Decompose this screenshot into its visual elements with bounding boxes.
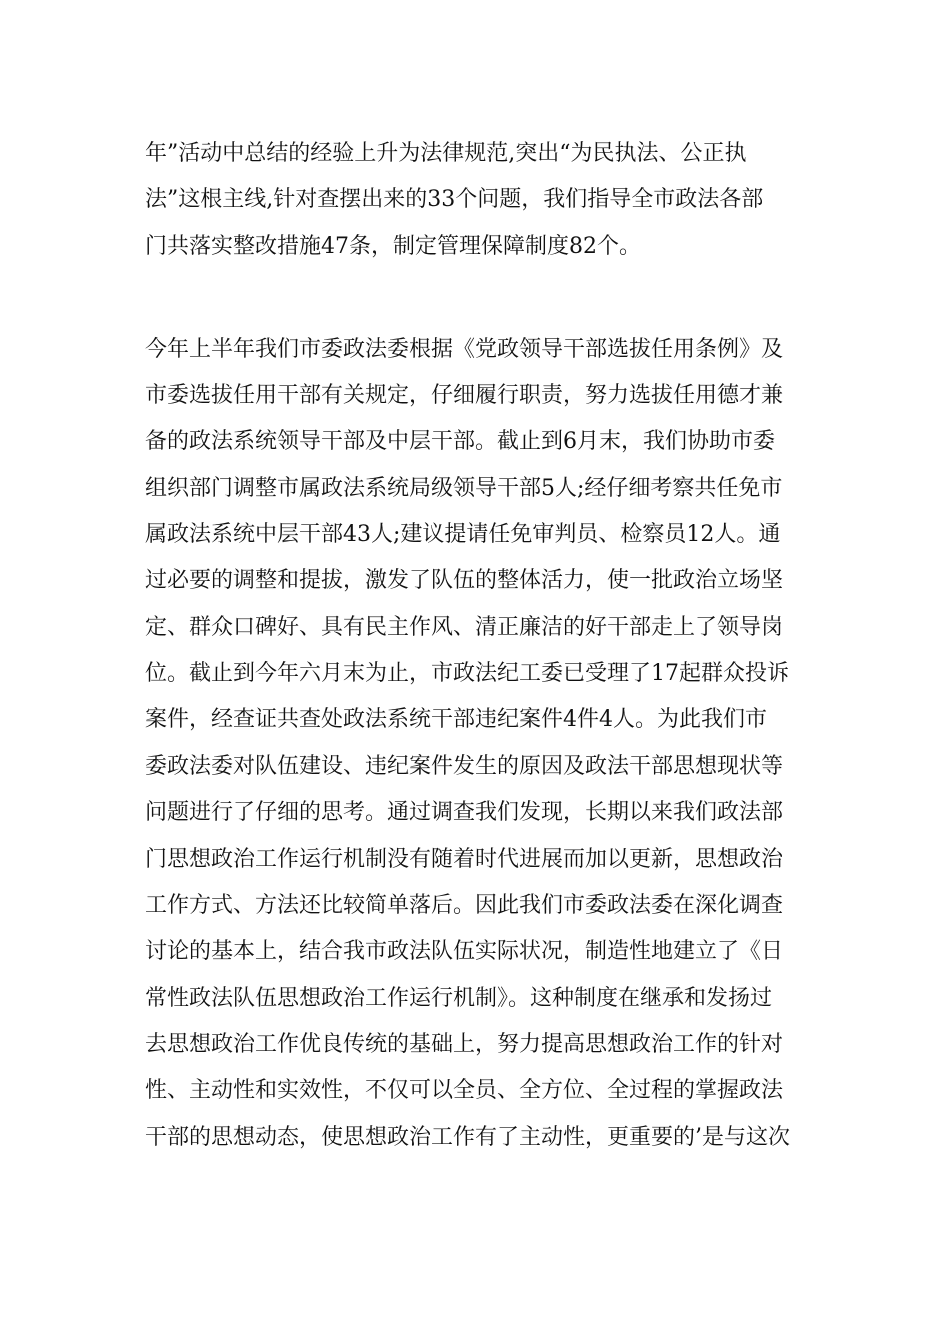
paragraph-2-line-17: 性、主动性和实效性，不仅可以全员、全方位、全过程的掌握政法 <box>145 1078 784 1103</box>
paragraph-2-line-14: 讨论的基本上，结合我市政法队伍实际状况，制造性地建立了《日 <box>145 939 784 964</box>
paragraph-2-line-11: 问题进行了仔细的思考。通过调查我们发现，长期以来我们政法部 <box>145 800 784 825</box>
paragraph-2-line-2: 市委选拔任用干部有关规定，仔细履行职责，努力选拔任用德才兼 <box>145 383 784 408</box>
paragraph-2-line-6: 过必要的调整和提拔，激发了队伍的整体活力，使一批政治立场坚 <box>145 568 784 593</box>
paragraph-2-line-15: 常性政法队伍思想政治工作运行机制》。这种制度在继承和发扬过 <box>145 986 773 1011</box>
paragraph-2-line-8: 位。截止到今年六月末为止，市政法纪工委已受理了17起群众投诉 <box>145 661 789 686</box>
paragraph-1-line-1: 年”活动中总结的经验上升为法律规范,突出“为民执法、公正执 <box>145 141 747 166</box>
paragraph-2-line-18: 干部的思想动态，使思想政治工作有了主动性，更重要的’是与这次 <box>145 1125 790 1150</box>
paragraph-2-line-9: 案件，经查证共查处政法系统干部违纪案件4件4人。为此我们市 <box>145 707 767 732</box>
paragraph-1-line-3: 门共落实整改措施47条，制定管理保障制度82个。 <box>145 234 641 259</box>
paragraph-2-line-13: 工作方式、方法还比较简单落后。因此我们市委政法委在深化调查 <box>145 893 784 918</box>
paragraph-2-line-5: 属政法系统中层干部43人;建议提请任免审判员、检察员12人。通 <box>145 522 781 547</box>
paragraph-2-line-16: 去思想政治工作优良传统的基础上，努力提高思想政治工作的针对 <box>145 1032 784 1057</box>
paragraph-2-line-3: 备的政法系统领导干部及中层干部。截止到6月末，我们协助市委 <box>145 429 775 454</box>
paragraph-1-line-2: 法”这根主线,针对查摆出来的33个问题，我们指导全市政法各部 <box>145 187 764 212</box>
paragraph-2-line-1: 今年上半年我们市委政法委根据《党政领导干部选拔任用条例》及 <box>145 337 784 362</box>
paragraph-2-line-7: 定、群众口碑好、具有民主作风、清正廉洁的好干部走上了领导岗 <box>145 615 784 640</box>
paragraph-2-line-12: 门思想政治工作运行机制没有随着时代进展而加以更新，思想政治 <box>145 847 784 872</box>
paragraph-2-line-10: 委政法委对队伍建设、违纪案件发生的原因及政法干部思想现状等 <box>145 754 784 779</box>
paragraph-2-line-4: 组织部门调整市属政法系统局级领导干部5人;经仔细考察共任免市 <box>145 476 783 501</box>
